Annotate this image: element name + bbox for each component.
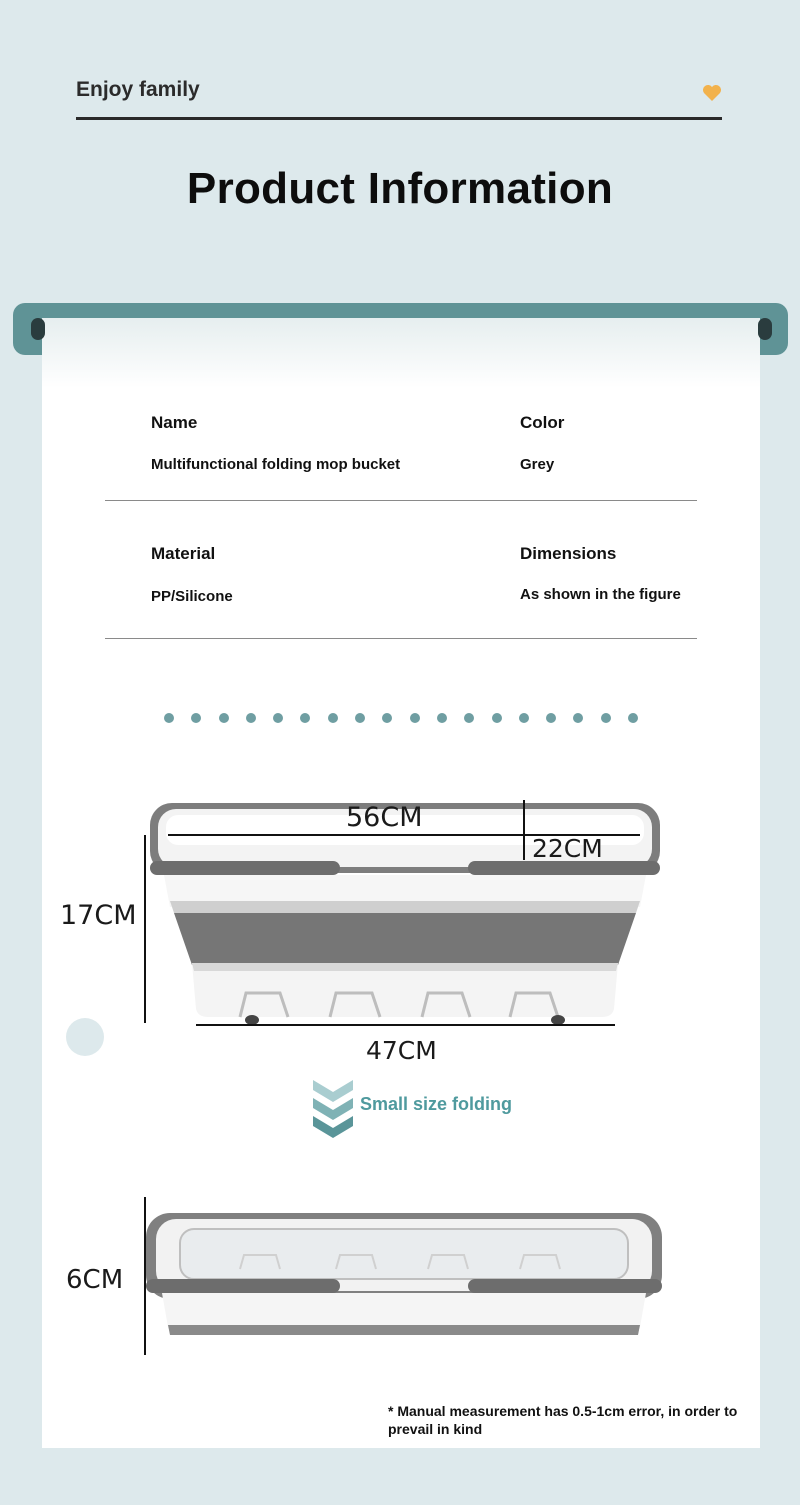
spec-value-dimensions: As shown in the figure bbox=[520, 586, 681, 603]
spec-label-dimensions: Dimensions bbox=[520, 544, 617, 563]
spec-label-color: Color bbox=[520, 413, 565, 432]
measurement-note: * Manual measurement has 0.5-1cm error, in order to prevail in kind bbox=[388, 1403, 738, 1437]
heart-icon bbox=[702, 84, 722, 102]
spec-value-name: Multifunctional folding mop bucket bbox=[151, 456, 401, 473]
spec-divider bbox=[105, 638, 697, 639]
rod-knob-right bbox=[758, 318, 772, 340]
spec-label-material: Material bbox=[151, 544, 216, 563]
dimension-height: 17CM bbox=[60, 900, 137, 931]
brand-label: Enjoy family bbox=[76, 78, 200, 101]
folding-label: Small size folding bbox=[360, 1094, 513, 1114]
dimension-width-bottom: 47CM bbox=[366, 1036, 437, 1065]
spec-divider bbox=[105, 500, 697, 501]
dimension-width-top: 56CM bbox=[346, 802, 423, 833]
header-divider bbox=[76, 117, 722, 120]
chevron-down-icon bbox=[313, 1080, 353, 1138]
rod-knob-left bbox=[31, 318, 45, 340]
page-title: Product Information bbox=[186, 164, 614, 213]
dimension-line-folded bbox=[140, 1195, 150, 1360]
dimension-depth: 22CM bbox=[532, 834, 603, 863]
dot-separator bbox=[164, 713, 638, 723]
spec-label-name: Name bbox=[151, 413, 198, 432]
dimension-folded-height: 6CM bbox=[66, 1265, 124, 1295]
spec-value-material: PP/Silicone bbox=[151, 588, 233, 605]
bucket-folded-illustration bbox=[140, 1205, 670, 1340]
spec-value-color: Grey bbox=[520, 456, 555, 473]
